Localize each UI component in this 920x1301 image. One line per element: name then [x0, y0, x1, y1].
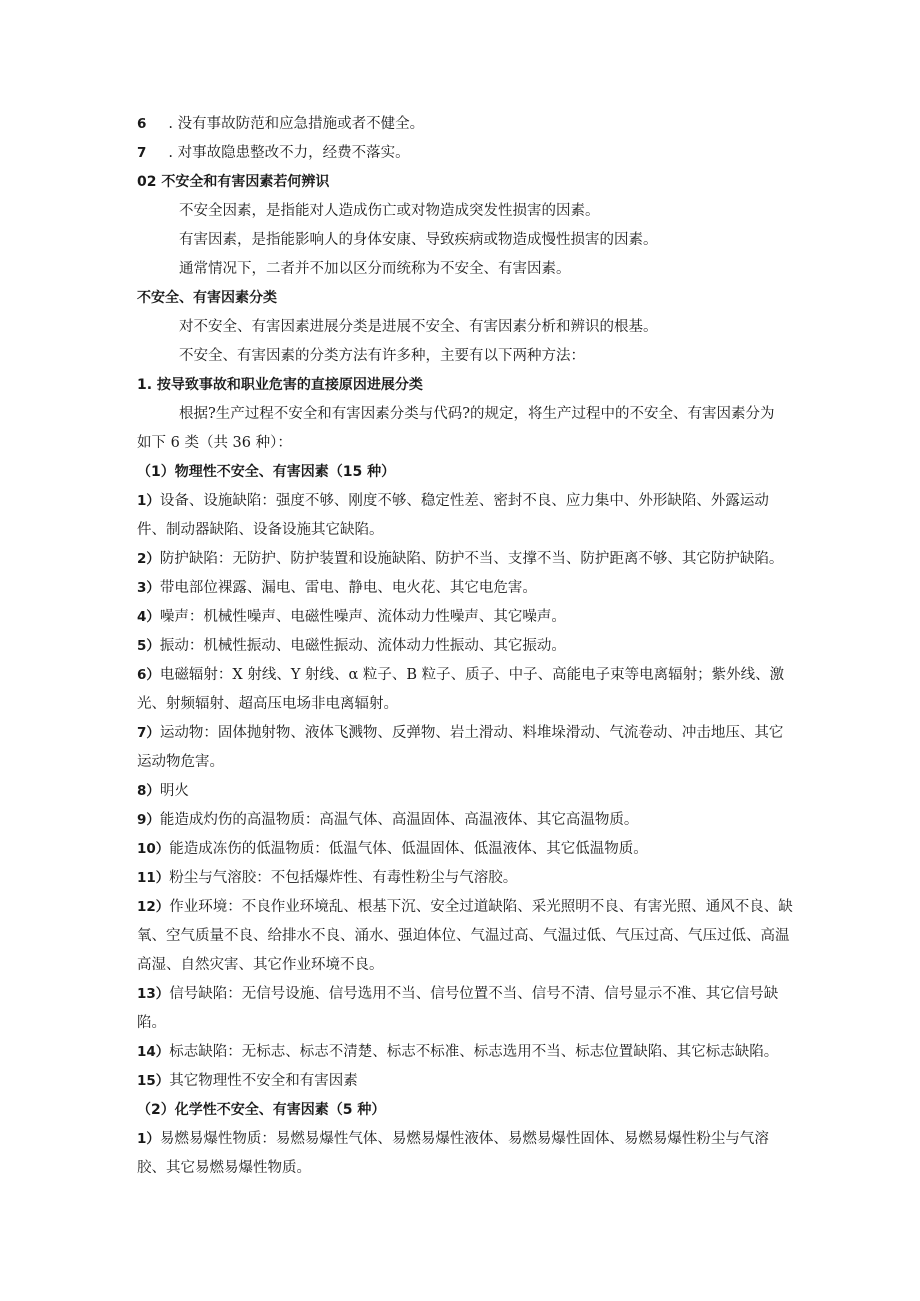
item-number: 1） [137, 1131, 160, 1147]
item-number: 14） [137, 1044, 170, 1060]
subsection-heading: （1）物理性不安全、有害因素（15 种） [137, 464, 396, 480]
item-number: 6） [137, 667, 160, 683]
item-number: 1） [137, 493, 160, 509]
list-item [137, 806, 797, 835]
list-item [137, 110, 797, 139]
item-number: 13） [137, 986, 170, 1002]
section-heading: 不安全、有害因素分类 [137, 290, 277, 306]
list-item [137, 719, 797, 777]
item-text: 振动：机械性振动、电磁性振动、流体动力性振动、其它振动。 [159, 638, 566, 654]
list-item [137, 980, 797, 1038]
item-number: 8） [137, 783, 160, 799]
list-item [137, 864, 797, 893]
subsection-heading: （2）化学性不安全、有害因素（5 种） [137, 1102, 386, 1118]
item-text: 运动物：固体抛射物、液体飞溅物、反弹物、岩土滑动、料堆垛滑动、气流卷动、冲击地压、其它运动物危害。 [137, 725, 784, 770]
item-number: 2） [137, 551, 160, 567]
paragraph: 不安全、有害因素的分类方法有许多种，主要有以下两种方法： [179, 348, 585, 364]
list-item [137, 545, 797, 574]
list-item [137, 777, 797, 806]
item-number: 11） [137, 870, 170, 886]
item-text: 电磁辐射：X 射线、Y 射线、α 粒子、B 粒子、质子、中子、高能电子束等电离辐射；紫外线、激光、射频辐射、超高压电场非电离辐射。 [137, 667, 785, 712]
item-number: 12） [137, 899, 170, 915]
item-text: 信号缺陷：无信号设施、信号选用不当、信号位置不当、信号不清、信号显示不准、其它信号缺陷。 [137, 986, 779, 1031]
item-number: 4） [137, 609, 160, 625]
list-item [137, 661, 797, 719]
item-number: 3） [137, 580, 160, 596]
list-item [137, 1038, 797, 1067]
paragraph: 对不安全、有害因素进展分类是进展不安全、有害因素分析和辨识的根基。 [179, 319, 658, 335]
list-item [137, 487, 797, 545]
item-number: 15） [137, 1073, 170, 1089]
item-text: 防护缺陷：无防护、防护装置和设施缺陷、防护不当、支撑不当、防护距离不够、其它防护缺陷。 [159, 551, 784, 567]
item-text: 易燃易爆性物质：易燃易爆性气体、易燃易爆性液体、易燃易爆性固体、易燃易爆性粉尘与气溶胶、其它易燃易爆性物质。 [137, 1131, 769, 1176]
list-item [137, 632, 797, 661]
list-item [137, 139, 797, 168]
item-number: 5） [137, 638, 160, 654]
paragraph: 通常情况下，二者并不加以区分而统称为不安全、有害因素。 [179, 261, 571, 277]
paragraph: 不安全因素，是指能对人造成伤亡或对物造成突发性损害的因素。 [179, 203, 600, 219]
item-text: 其它物理性不安全和有害因素 [169, 1073, 358, 1089]
item-text: 带电部位裸露、漏电、雷电、静电、电火花、其它电危害。 [159, 580, 537, 596]
item-number: 7） [137, 725, 160, 741]
item-text: 标志缺陷：无标志、标志不清楚、标志不标准、标志选用不当、标志位置缺陷、其它标志缺陷。 [169, 1044, 779, 1060]
item-number: 7 [137, 145, 147, 161]
item-text: 能造成冻伤的低温物质：低温气体、低温固体、低温液体、其它低温物质。 [169, 841, 648, 857]
method-heading: 1. 按导致事故和职业危害的直接原因进展分类 [137, 377, 423, 393]
list-item [137, 1125, 797, 1183]
item-text: 能造成灼伤的高温物质：高温气体、高温固体、高温液体、其它高温物质。 [159, 812, 639, 828]
list-item [137, 893, 797, 980]
item-number: 6 [137, 116, 147, 132]
item-text: . 对事故隐患整改不力，经费不落实。 [168, 145, 410, 161]
list-item [137, 603, 797, 632]
section-heading: 02 不安全和有害因素若何辨识 [137, 174, 330, 190]
item-text: 设备、设施缺陷：强度不够、刚度不够、稳定性差、密封不良、应力集中、外形缺陷、外露运动件、制动器缺陷、设备设施其它缺陷。 [137, 493, 769, 538]
paragraph: 根据?生产过程不安全和有害因素分类与代码?的规定，将生产过程中的不安全、有害因素分为如下 6 类（共 36 种）： [137, 406, 775, 451]
list-item [137, 835, 797, 864]
item-text: 粉尘与气溶胶：不包括爆炸性、有毒性粉尘与气溶胶。 [169, 870, 518, 886]
list-item [137, 1067, 797, 1096]
item-text: 噪声：机械性噪声、电磁性噪声、流体动力性噪声、其它噪声。 [159, 609, 566, 625]
list-item [137, 574, 797, 603]
item-number: 10） [137, 841, 170, 857]
item-number: 9） [137, 812, 160, 828]
item-text: 作业环境：不良作业环境乱、根基下沉、安全过道缺陷、采光照明不良、有害光照、通风不良、缺氧、空气质量不良、给排水不良、涌水、强迫体位、气温过高、气温过低、气压过高、气压过低、高温高湿、自然灾害、其它作业环境不良。 [137, 899, 793, 973]
item-text: . 没有事故防范和应急措施或者不健全。 [168, 116, 425, 132]
paragraph: 有害因素，是指能影响人的身体安康、导致疾病或物造成慢性损害的因素。 [179, 232, 658, 248]
document-page [137, 110, 797, 1183]
item-text: 明火 [159, 783, 189, 799]
